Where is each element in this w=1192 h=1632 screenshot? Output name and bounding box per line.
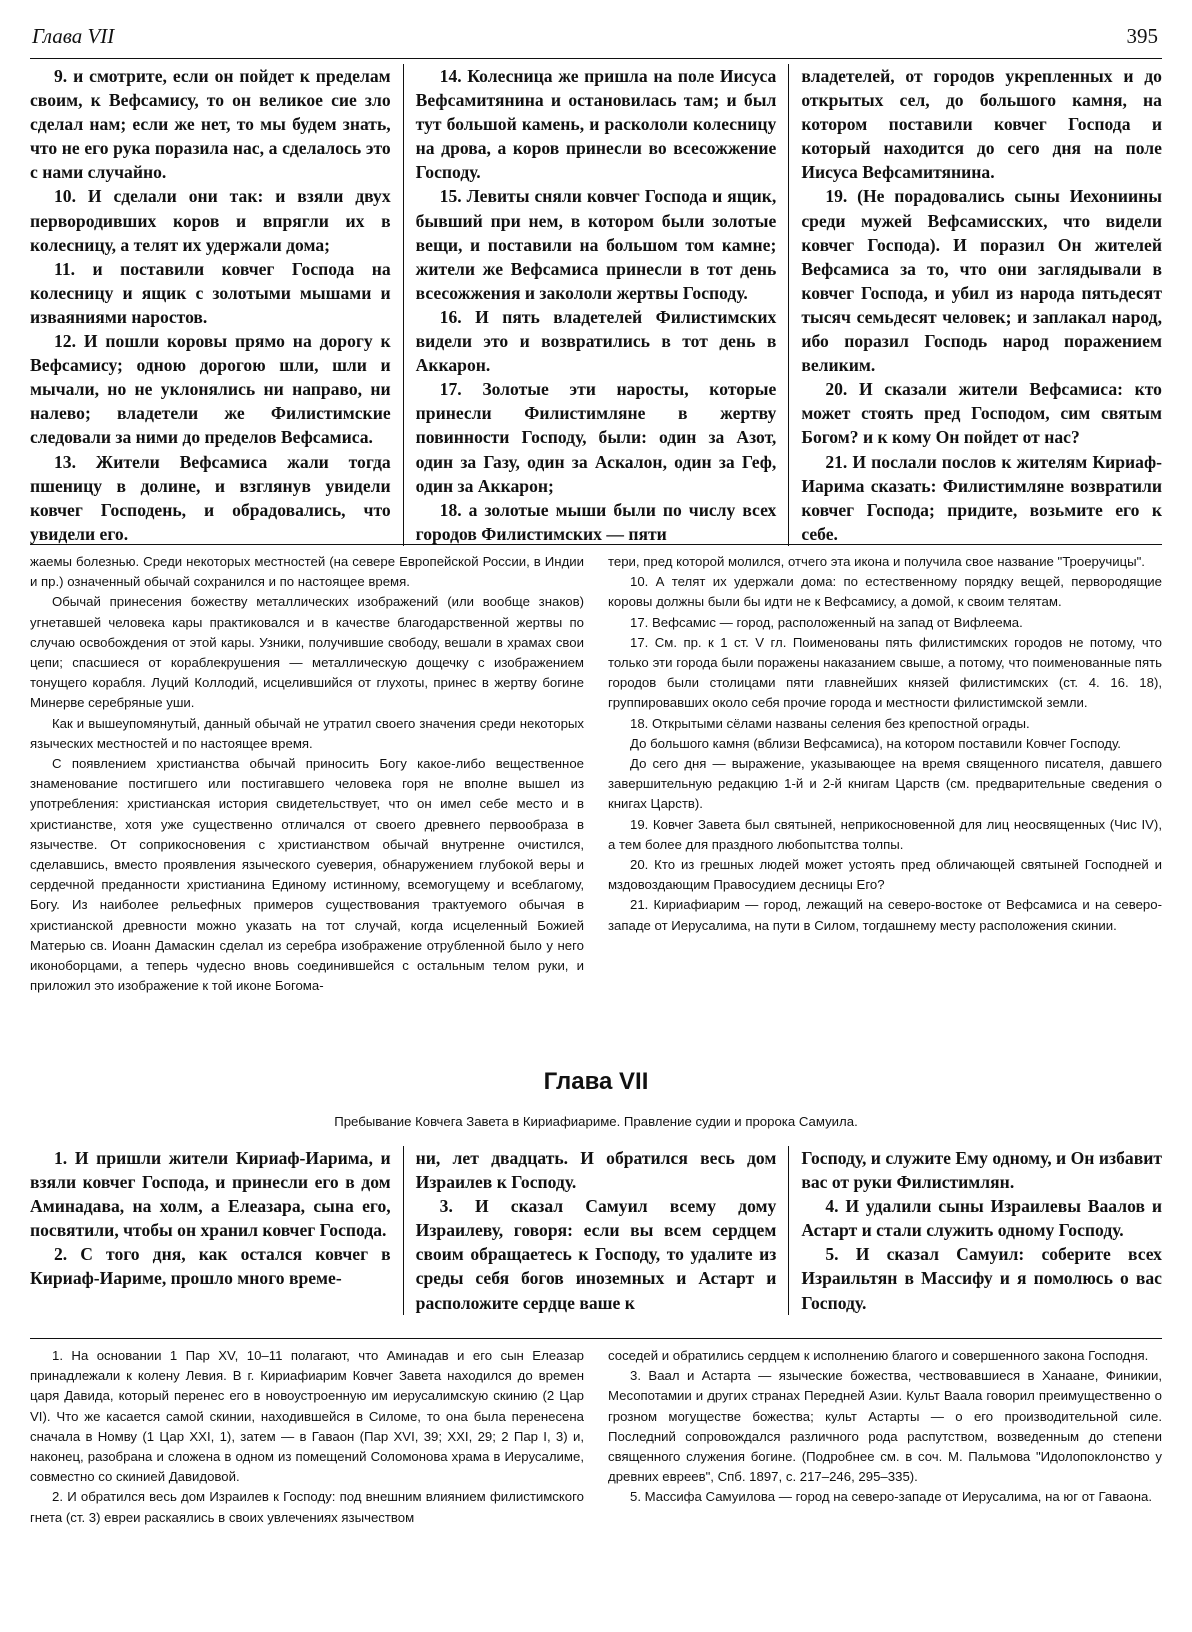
commentary-paragraph: 1. На основании 1 Пар XV, 10–11 полагают, что Аминадав и его сын Елеазар принадлежали к колену Левия. В г. Кириафиарим Ковчег Завета находился до времен царя Давида, который перенес его в новоустроенную им иерусалимскую скинию (2 Цар VI). Что же касается самой скинии, находившейся в Силоме, то она была перенесена сначала в Номву (1 Цар XXI, 1), затем — в Гаваон (Пар XVI, 39; XXI, 29; 2 Пар I, 3) и, наконец, разобрана и сложена в одном из помещений Соломонова храма в Иерусалиме, совместно со скинией Давидовой. [30,1348,584,1485]
separator-line [30,1338,1162,1339]
bible-column-2 [416,1146,777,1315]
commentary-paragraph: 17. См. пр. к 1 ст. V гл. Поименованы пять филистимских городов не потому, что только эти города были поражены наказанием свыше, а потому, что поименованные пять городов были столицами пяти главнейших князей филистимских (ст. 4. 16. 18), группировавших около себя прочие города и местности филистимской земли. [608,634,1162,711]
commentary-paragraph: 19. Ковчег Завета был святыней, неприкосновенной для лиц неосвященных (Чис IV), а тем более для праздного любопытства толпы. [608,816,1162,852]
commentary-paragraph: жаемы болезнью. Среди некоторых местностей (на севере Европейской России, в Индии и пр.) означенный обычай сохранился и по настоящее время. [30,554,584,590]
commentary-column-2 [608,552,1162,996]
commentary-column-2 [608,1346,1162,1528]
verse: ни, лет двадцать. И обратился весь дом Израилев к Господу. [415,1148,777,1193]
verse: 12. И пошли коровы прямо на дорогу к Вефсамису; одною дорогою шли, шли и мычали, но не уклонялись ни направо, ни налево; владетели же Филистимские следовали за ними до пределов Вефсамиса. [30,331,391,448]
commentary-paragraph: 10. А телят их удержали дома: по естественному порядку вещей, первородящие коровы должны были бы идти не к Вефсамису, а домой, к своим телятам. [608,574,1162,610]
commentary-column-1 [30,552,584,996]
verse: 3. И сказал Самуил всему дому Израилеву, говоря: если вы всем сердцем своим обращаетесь к Господу, то удалите из среды себя богов иноземных и Астарт и расположите сердце ваше к [415,1196,777,1313]
commentary-paragraph: соседей и обратились сердцем к исполнению благого и совершенного закона Господня. [608,1348,1149,1363]
verse: 17. Золотые эти наросты, которые принесли Филистимляне в жертву повинности Господу, были: один за Азот, один за Газу, один за Аскалон, один за Геф, один за Аккарон; [415,379,777,496]
bible-column-3 [801,64,1162,546]
column-rule [788,64,789,546]
verse: 5. И сказал Самуил: соберите всех Израильтян в Массифу и я помолюсь о вас Господу. [801,1244,1162,1313]
page [30,18,1162,1618]
verse: 2. С того дня, как остался ковчег в Кириаф-Иариме, прошло много време- [30,1244,391,1289]
chapter-title: Глава VII [543,1068,649,1095]
commentary-paragraph: До сего дня — выражение, указывающее на время священного писателя, давшего завершительную редакцию 1-й и 2-й книгам Царств (см. предварительные сведения о книгах Царств). [608,756,1162,812]
verse: 21. И послали послов к жителям Кириаф-Иарима сказать: Филистимляне возвратили ковчег Господа; придите, возьмите его к себе. [801,451,1162,544]
running-header [30,18,1162,59]
verse: 15. Левиты сняли ковчег Господа и ящик, бывший при нем, в котором были золотые вещи, и поставили на большом том камне; жители же Вефсамиса принесли в тот день всесожжения и закололи жертвы Господу. [415,186,777,303]
commentary-top [30,552,1162,996]
running-chapter-title: Глава VII [32,24,115,48]
verse: 13. Жители Вефсамиса жали тогда пшеницу в долине, и взглянув увидели ковчег Господень, и обрадовались, что увидели его. [30,451,391,544]
commentary-paragraph: 18. Открытыми сёлами названы селения без крепостной ограды. [630,715,1030,731]
verse: 11. и поставили ковчег Господа на колесницу и ящик с золотыми мышами и изваяниями наростов. [30,258,391,327]
column-rule [403,1146,404,1315]
bible-column-2 [416,64,777,546]
commentary-paragraph: 3. Ваал и Астарта — языческие божества, чествовавшиеся в Ханаане, Финикии, Месопотамии и других странах Передней Азии. Культ Ваала говорил преимущественно о грозном могуществе божества; культ Астарты — о его производительной силе. Последний сопровождался различного рода распутством, возведенным до степени священного служения богине. (Подробнее см. в соч. М. Пальмова "Идолопоклонство у древних евреев", Спб. 1897, с. 217–246, 295–335). [608,1368,1162,1485]
verse: 4. И удалили сыны Израилевы Ваалов и Астарт и стали служить одному Господу. [801,1196,1162,1241]
column-rule [788,1146,789,1315]
commentary-paragraph: Как и вышеупомянутый, данный обычай не утратил своего значения среди некоторых языческих местностей и по настоящее время. [30,715,584,751]
verse: 18. а золотые мыши были по числу всех городов Филистимских — пяти [415,499,777,544]
bible-column-1 [30,64,391,546]
commentary-paragraph: Обычай принесения божеству металлических изображений (или вообще знаков) угнетавшей человека кары практиковался и в качестве благодарственной жертвы по случаю освобождения от этой кары. Узники, получившие свободу, вешали в храмах свои цепи; спасшиеся от кораблекрушения — металлическую дощечку с изображением тонущего корабля. Луций Коллодий, исцелившийся от глухоты, принес в жертву богине Минерве серебряные уши. [30,594,584,711]
commentary-paragraph: 20. Кто из грешных людей может устоять пред обличающей святыней Господней и мздовоздающим Правосудием десницы Его? [608,857,1162,893]
bible-column-3 [801,1146,1162,1315]
verse: 10. И сделали они так: и взяли двух первородивших коров и впрягли их в колесницу, а телят их удержали дома; [30,186,391,255]
bible-column-1 [30,1146,391,1315]
verse: 9. и смотрите, если он пойдет к пределам своим, к Вефсамису, то он великое сие зло сделал нам; если же нет, то мы будем знать, что не его рука поразила нас, а сделалось это с нами случайно. [30,66,391,183]
bible-text-bottom [30,1146,1162,1315]
verse: 20. И сказали жители Вефсамиса: кто может стоять пред Господом, сим святым Богом? и к кому Он пойдет от нас? [801,379,1162,448]
commentary-paragraph: 5. Массифа Самуилова — город на северо-западе от Иерусалима, на юг от Гаваона. [630,1489,1153,1505]
verse: 1. И пришли жители Кириаф-Иарима, и взяли ковчег Господа, и принесли его в дом Аминадава, на холм, а Елеазара, сына его, посвятили, чтобы он хранил ковчег Господа. [30,1148,391,1241]
commentary-paragraph: С появлением христианства обычай приносить Богу какое-либо вещественное знаменование постигшего или постигавшего человека горя не вполне вышел из употребления: христианская история свидетельствует, что он имел себе место и в христианстве, хотя уже существенно отличался от своего древнего первообраза в язычестве. От соприкосновения с христианством обычай внутренне очистился, сделавшись, вместо проявления языческого суеверия, обнаружением глубокой веры и сердечной преданности христианина Единому истинному, всемогущему и всеблагому, Богу. Из наиболее рельефных примеров существования трактуемого обычая в христианской древности можно указать на тот случай, когда исцеленный Божией Матерью св. Иоанн Дамаскин сделал из серебра изображение отрубленной было у него иконоборцами, а теперь чудесно вновь соединившейся с остальным телом руки, и приложил это изображение к той иконе Богома- [30,756,584,994]
verse: 16. И пять владетелей Филистимских видели это и возвратились в тот день в Аккарон. [415,306,777,376]
separator-line [30,544,1162,545]
commentary-column-1 [30,1346,584,1528]
verse: 19. (Не порадовались сыны Иехониины среди мужей Вефсамисских, что видели ковчег Господа). И поразил Он жителей Вефсамиса за то, что они заглядывали в ковчег Господа, и убил из народа пятьдесят тысяч семьдесят человек; и заплакал народ, ибо поразил Господь народ поражением великим. [801,186,1162,376]
commentary-paragraph: 21. Кириафиарим — город, лежащий на северо-востоке от Вефсамиса и на северо-западе от Иерусалима, на пути в Силом, тогдашнему месту расположения скинии. [608,897,1162,933]
commentary-paragraph: До большого камня (вблизи Вефсамиса), на котором поставили Ковчег Господу. [630,735,1121,751]
commentary-paragraph: тери, пред которой молился, отчего эта икона и получила свое название "Троеручицы". [608,554,1145,569]
column-rule [403,64,404,546]
verse: 14. Колесница же пришла на поле Иисуса Вефсамитянина и остановилась там; и был тут большой камень, и раскололи колесницу на дрова, а коров принесли во всесожжение Господу. [415,66,777,183]
chapter-subtitle: Пребывание Ковчега Завета в Кириафиариме. Правление судии и пророка Самуила. [334,1114,858,1129]
commentary-paragraph: 2. И обратился весь дом Израилев к Господу: под внешним влиянием филистимского гнета (ст. 3) евреи раскаялись в своих увлечениях язычеством [30,1489,584,1525]
commentary-paragraph: 17. Вефсамис — город, расположенный на запад от Вифлеема. [630,614,1023,630]
verse: владетелей, от городов укрепленных и до открытых сел, до большого камня, на котором поставили ковчег Господа и который находится до сего дня на поле Иисуса Вефсамитянина. [801,66,1162,183]
bible-text-top [30,64,1162,546]
page-number: 395 [1126,24,1158,48]
verse: Господу, и служите Ему одному, и Он избавит вас от руки Филистимлян. [801,1148,1162,1193]
commentary-bottom [30,1346,1162,1528]
